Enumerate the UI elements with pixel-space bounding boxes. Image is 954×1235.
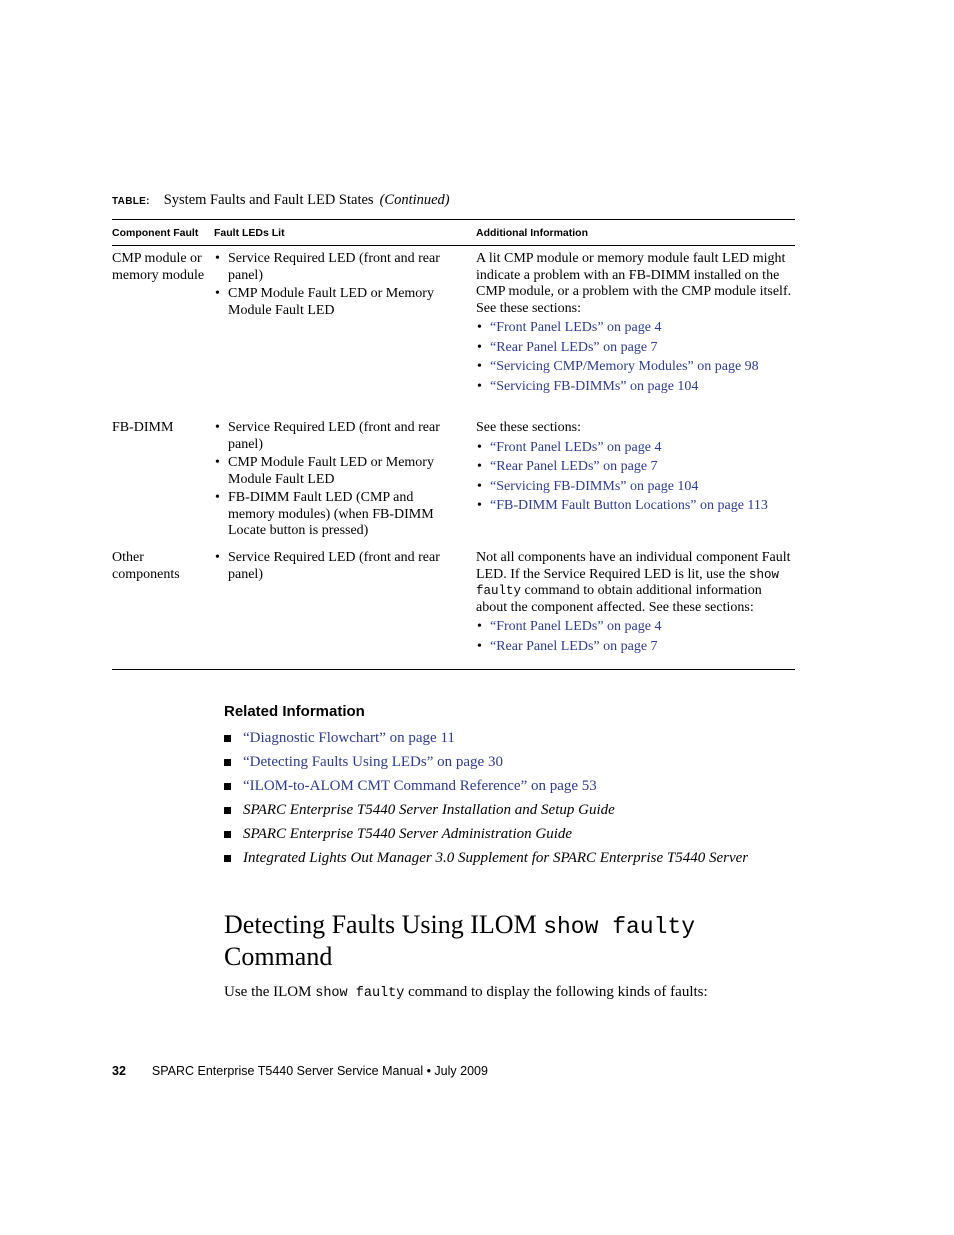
list-item: [224, 800, 824, 824]
list-item: • CMP Module Fault LED or Memory Module Fault LED: [214, 455, 458, 488]
cross-reference-link[interactable]: “Servicing FB-DIMMs” on page 104: [490, 378, 699, 394]
cross-reference-link[interactable]: “Rear Panel LEDs” on page 7: [490, 459, 658, 474]
cross-reference-link[interactable]: “Front Panel LEDs” on page 4: [490, 320, 662, 335]
row-led-list: [214, 420, 458, 540]
list-item: • Service Required LED (front and rear panel): [214, 550, 458, 583]
list-item: [224, 728, 824, 752]
cross-reference-link[interactable]: “Rear Panel LEDs” on page 7: [490, 339, 658, 355]
related-information-list: [224, 728, 824, 872]
cross-reference-link[interactable]: “FB-DIMM Fault Button Locations” on page 113: [490, 498, 768, 513]
square-bullet-icon: [224, 831, 231, 838]
cross-reference-link[interactable]: “Detecting Faults Using LEDs” on page 30: [243, 754, 503, 770]
cross-reference-link[interactable]: “Front Panel LEDs” on page 4: [490, 439, 662, 455]
related-information-heading: Related Information: [224, 703, 365, 720]
cross-reference-link[interactable]: “Servicing CMP/Memory Modules” on page 98: [490, 359, 759, 374]
list-item: [224, 848, 824, 872]
square-bullet-icon: [224, 855, 231, 862]
row-led-list: [214, 550, 458, 583]
cross-reference-link[interactable]: “Servicing FB-DIMMs” on page 104: [490, 478, 699, 494]
guide-title: Integrated Lights Out Manager 3.0 Supplement for SPARC Enterprise T5440 Server: [243, 850, 749, 866]
section-title: Detecting Faults Using ILOM show faulty Command: [224, 910, 696, 971]
list-item: [224, 776, 824, 800]
header-fault-leds-lit: Fault LEDs Lit: [214, 226, 285, 239]
table-header-row: [112, 220, 795, 246]
list-item: • CMP Module Fault LED or Memory Module Fault LED: [214, 286, 458, 319]
list-item: • Service Required LED (front and rear panel): [214, 251, 458, 284]
guide-title: SPARC Enterprise T5440 Server Administration Guide: [243, 826, 573, 842]
inline-code: show faulty: [543, 914, 696, 940]
row-component: FB-DIMM: [112, 420, 174, 435]
cross-reference-link[interactable]: “ILOM-to-ALOM CMT Command Reference” on page 53: [243, 778, 597, 794]
row-component: CMP module or memory module: [112, 251, 205, 283]
header-additional-information: Additional Information: [476, 226, 588, 239]
cross-reference-link[interactable]: “Diagnostic Flowchart” on page 11: [243, 730, 455, 746]
inline-code: show faulty: [476, 567, 779, 598]
row-led-list: [214, 251, 458, 319]
list-item: [224, 824, 824, 848]
cross-reference-link[interactable]: “Front Panel LEDs” on page 4: [490, 619, 662, 634]
square-bullet-icon: [224, 735, 231, 742]
square-bullet-icon: [224, 759, 231, 766]
section-intro-text: Use the ILOM show faulty command to display the following kinds of faults:: [224, 984, 708, 1001]
list-item: [224, 752, 824, 776]
row-info-see: See these sections:: [476, 420, 581, 435]
cross-reference-link[interactable]: “Rear Panel LEDs” on page 7: [490, 638, 658, 654]
row-info-text: A lit CMP module or memory module fault LED might indicate a problem with an FB-DIMM installed on the CMP module, or a problem with the CMP module itself.: [476, 251, 792, 299]
table-caption: [112, 192, 450, 209]
table-row: [112, 246, 795, 414]
page-footer: [112, 1064, 488, 1078]
table-caption-title: System Faults and Fault LED States: [163, 192, 374, 208]
square-bullet-icon: [224, 807, 231, 814]
table-row: [112, 544, 795, 669]
page-number: 32: [112, 1064, 126, 1078]
guide-title: SPARC Enterprise T5440 Server Installation and Setup Guide: [243, 802, 615, 818]
row-info-see: See these sections:: [476, 300, 581, 316]
header-component-fault: Component Fault: [112, 226, 199, 239]
list-item: • Service Required LED (front and rear panel): [214, 420, 458, 453]
footer-text: SPARC Enterprise T5440 Server Service Manual • July 2009: [151, 1064, 488, 1078]
table-caption-continued: (Continued): [379, 192, 450, 208]
square-bullet-icon: [224, 783, 231, 790]
list-item: • FB-DIMM Fault LED (CMP and memory modules) (when FB-DIMM Locate button is pressed): [214, 490, 458, 540]
table-caption-label: TABLE:: [112, 196, 150, 207]
inline-code: show faulty: [315, 986, 405, 1001]
row-component: Other components: [112, 550, 180, 582]
row-info-text: Not all components have an individual component Fault LED. If the Service Required LED is lit, use the show faulty command to obtain additional information about the component affected. See these sections:: [476, 550, 791, 615]
table-row: [112, 414, 795, 544]
fault-led-table: [112, 219, 795, 670]
